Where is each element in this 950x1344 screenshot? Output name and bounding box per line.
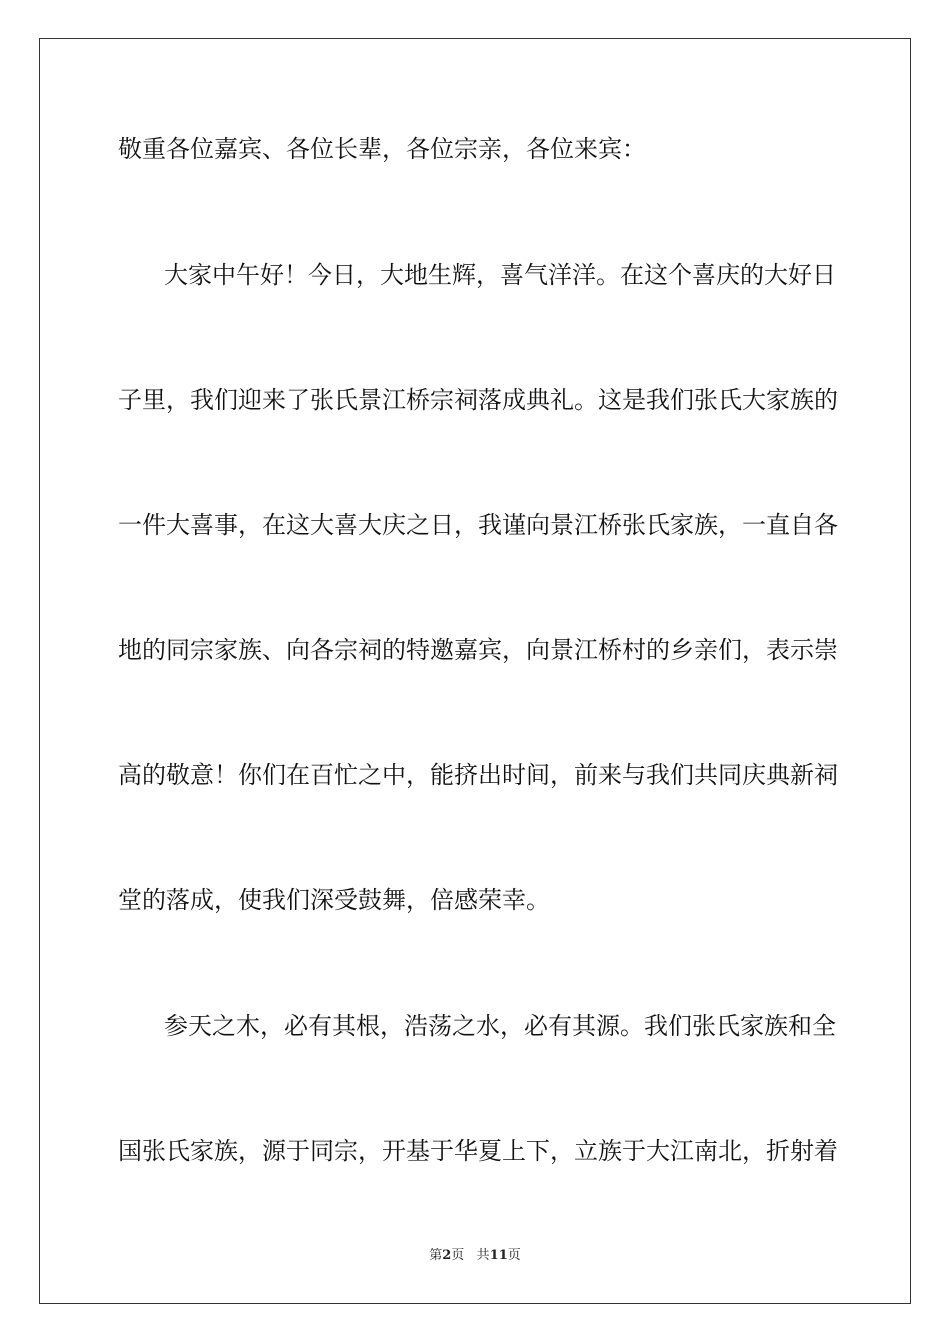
paragraph-line: 国张氏家族，源于同宗，开基于华夏上下，立族于大江南北，折射着 <box>118 1137 838 1165</box>
paragraph-line: 参天之木，必有其根，浩荡之水，必有其源。我们张氏家族和全 <box>164 1012 836 1040</box>
total-label-prefix: 共 <box>476 1248 490 1263</box>
paragraph-line: 一件大喜事，在这大喜大庆之日，我谨向景江桥张氏家族，一直自各 <box>118 511 838 539</box>
page-label-suffix: 页 <box>451 1248 465 1263</box>
salutation-line: 敬重各位嘉宾、各位长辈，各位宗亲，各位来宾： <box>118 135 646 163</box>
paragraph-line: 高的敬意！你们在百忙之中，能挤出时间，前来与我们共同庆典新祠 <box>118 761 838 789</box>
page-border <box>39 38 911 1304</box>
total-label-suffix: 页 <box>507 1248 521 1263</box>
paragraph-line: 大家中午好！今日，大地生辉，喜气洋洋。在这个喜庆的大好日 <box>164 261 836 289</box>
page-label-prefix: 第 <box>429 1248 443 1263</box>
page-footer <box>0 1247 950 1265</box>
page-number: 2 <box>442 1248 452 1263</box>
paragraph-line: 子里，我们迎来了张氏景江桥宗祠落成典礼。这是我们张氏大家族的 <box>118 386 838 414</box>
paragraph-line: 堂的落成，使我们深受鼓舞，倍感荣幸。 <box>118 886 550 914</box>
total-pages: 11 <box>489 1248 508 1263</box>
paragraph-line: 地的同宗家族、向各宗祠的特邀嘉宾，向景江桥村的乡亲们，表示崇 <box>118 636 838 664</box>
